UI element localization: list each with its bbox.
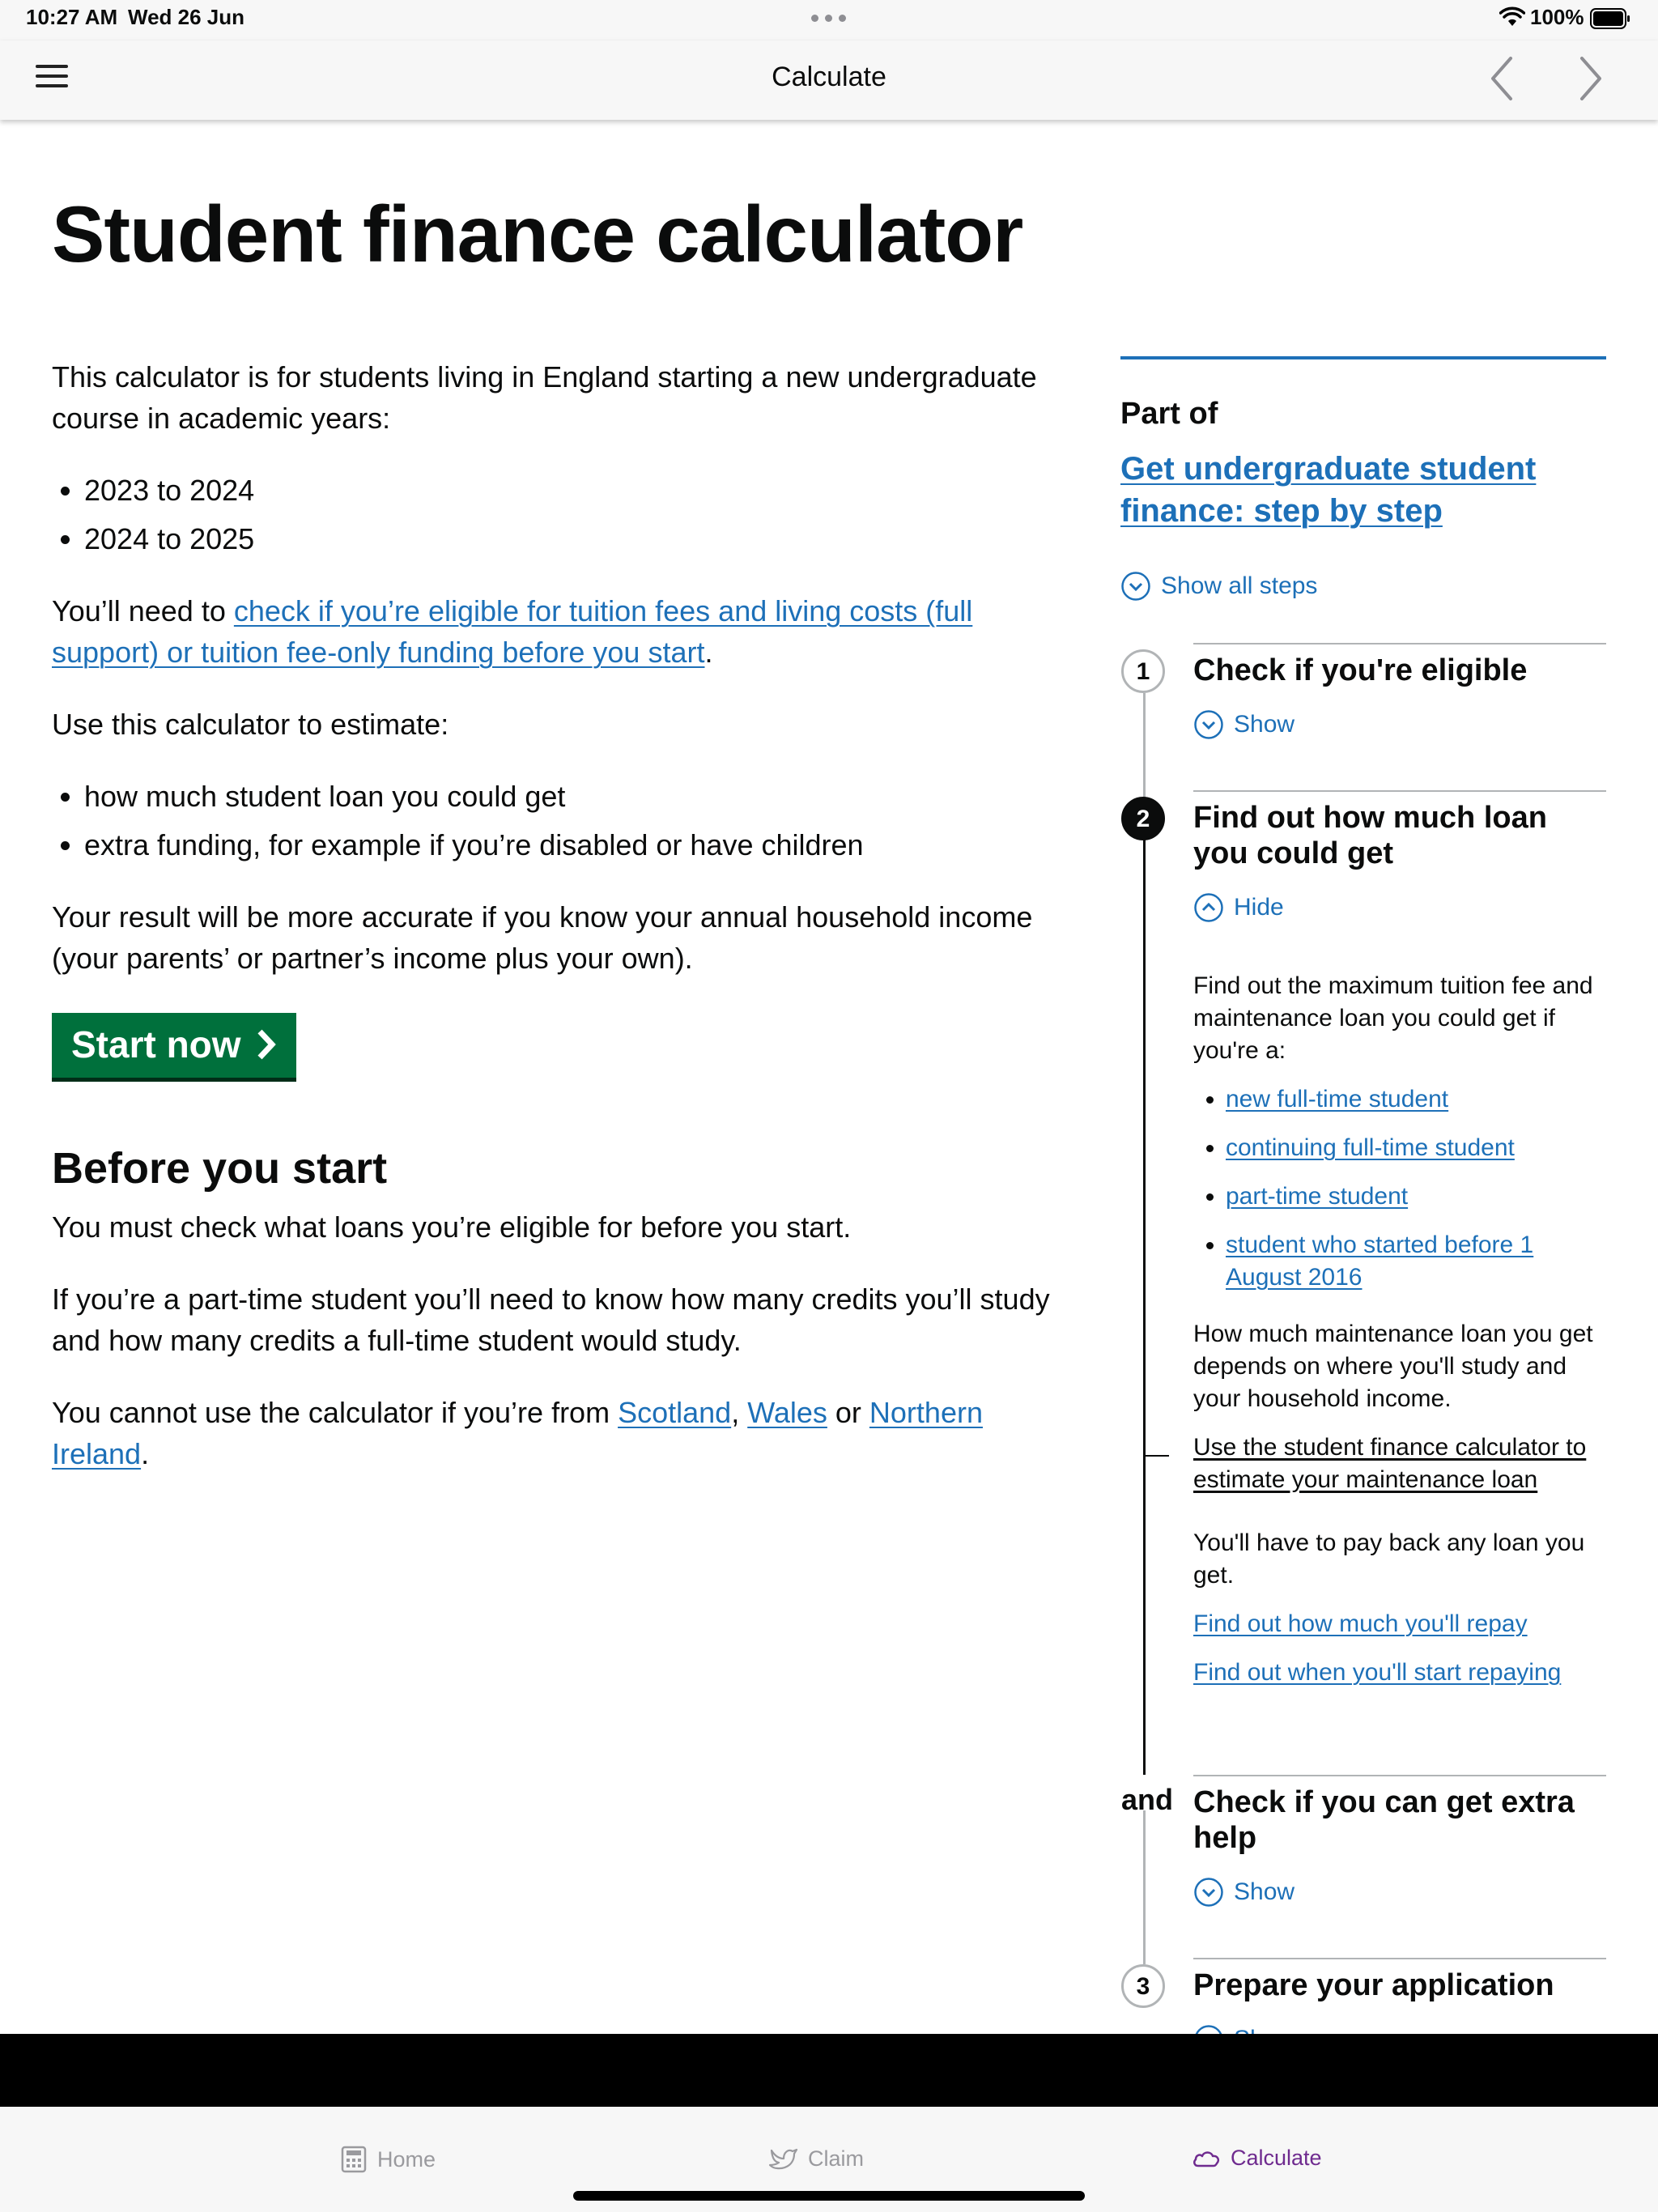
started-before-2016-link[interactable]: student who started before 1 August 2016 (1226, 1231, 1534, 1291)
multitasking-dots-icon[interactable] (811, 15, 846, 22)
start-now-label: Start now (71, 1023, 241, 1066)
step-divider (1193, 643, 1606, 644)
northern-ireland-link[interactable]: Northern Ireland (52, 1395, 983, 1470)
tab-bar (0, 2107, 1658, 2212)
step-1-show-button[interactable] (1193, 709, 1295, 740)
before-you-start-heading: Before you start (52, 1144, 388, 1193)
step-1-title[interactable]: Check if you're eligible (1193, 653, 1528, 687)
timeline-line-active (1143, 839, 1146, 1775)
separator: , (731, 1395, 748, 1429)
battery-percentage: 100% (1530, 5, 1584, 29)
nav-bar (0, 40, 1658, 120)
eligibility-link[interactable]: check if you’re eligible for tuition fees and living costs (full support) or tuition fee-only funding before you start (52, 594, 973, 669)
bird-icon (769, 2146, 798, 2172)
step-2-toggle-label: Hide (1234, 894, 1284, 921)
new-full-time-student-link[interactable]: new full-time student (1226, 1086, 1449, 1112)
list-item: • 2023 to 2024 (84, 470, 1072, 511)
tab-home[interactable] (340, 2146, 436, 2173)
part-time-student-link[interactable]: part-time student (1226, 1183, 1409, 1210)
tab-calculate-label: Calculate (1231, 2146, 1322, 2170)
list-item: • how much student loan you could get (84, 776, 1072, 817)
home-indicator[interactable] (573, 2191, 1085, 2201)
step-divider (1193, 1775, 1606, 1776)
before-text-2: If you’re a part-time student you’ll need to know how many credits you’ll study and how many credits a full-time student would study. (52, 1282, 1050, 1357)
step-and-title[interactable]: Check if you can get extra help (1193, 1785, 1575, 1855)
eligibility-prefix: You’ll need to (52, 594, 234, 627)
list-item: • extra funding, for example if you’re disabled or have children (84, 824, 1072, 866)
step-and-show-button[interactable] (1193, 1877, 1295, 1908)
step-divider (1193, 1958, 1606, 1959)
step-and-toggle-label: Show (1234, 1878, 1295, 1905)
list-item (1226, 1229, 1614, 1294)
main-content (52, 356, 1072, 1505)
cannot-prefix: You cannot use the calculator if you’re from (52, 1395, 619, 1429)
forward-arrow-icon[interactable] (1579, 55, 1605, 102)
back-arrow-icon[interactable] (1488, 55, 1514, 102)
wales-link[interactable]: Wales (747, 1395, 827, 1429)
step-2-content (1193, 970, 1614, 1705)
start-now-button[interactable] (52, 1013, 296, 1078)
chevron-down-circle-icon (1120, 571, 1151, 602)
nav-title: Calculate (772, 62, 886, 92)
chevron-right-icon (256, 1028, 277, 1061)
timeline-tick (1143, 1455, 1169, 1457)
repay-link-paragraph (1193, 1608, 1614, 1640)
part-of-label: Part of (1120, 397, 1218, 431)
maintenance-text: How much maintenance loan you get depends on where you'll study and your household income. (1193, 1321, 1593, 1412)
step-divider (1193, 790, 1606, 792)
step-2-title[interactable]: Find out how much loan you could get (1193, 801, 1547, 870)
step-2-intro: Find out the maximum tuition fee and maintenance loan you could get if you're a: (1193, 972, 1593, 1064)
academic-years-list (52, 470, 1072, 559)
estimate-list (52, 776, 1072, 866)
step-2-hide-button[interactable] (1193, 892, 1284, 923)
step-number-1: 1 (1121, 649, 1165, 693)
before-text-1: You must check what loans you’re eligible for before you start. (52, 1210, 852, 1244)
repay-link-paragraph (1193, 1657, 1614, 1689)
eligibility-paragraph (52, 590, 1072, 673)
tab-home-label: Home (377, 2146, 436, 2172)
list-item (1226, 1132, 1614, 1164)
sidebar-top-rule (1120, 356, 1606, 359)
bottom-black-band (0, 2034, 1658, 2107)
step-3-title[interactable]: Prepare your application (1193, 1968, 1554, 2002)
step-number-2: 2 (1121, 797, 1165, 840)
tab-claim-label: Claim (808, 2146, 865, 2171)
step-1-toggle-label: Show (1234, 711, 1295, 738)
scotland-link[interactable]: Scotland (618, 1395, 732, 1429)
step-and-marker: and (1121, 1783, 1174, 1816)
tab-claim[interactable] (769, 2146, 864, 2172)
show-all-steps-button[interactable] (1120, 571, 1606, 602)
cannot-suffix: . (141, 1436, 150, 1470)
status-time: 10:27 AM (26, 5, 118, 29)
student-finance-calculator-link[interactable]: Use the student finance calculator to estimate your maintenance loan (1193, 1434, 1587, 1493)
student-type-list (1193, 1083, 1614, 1294)
eligibility-suffix: . (704, 636, 713, 669)
list-item (1226, 1180, 1614, 1213)
battery-icon (1590, 8, 1630, 29)
cloud-icon (1192, 2149, 1221, 2168)
chevron-up-circle-icon (1193, 892, 1224, 923)
when-start-repaying-link[interactable]: Find out when you'll start repaying (1193, 1659, 1562, 1686)
step-by-step-sidebar (1120, 356, 1606, 602)
step-number-3: 3 (1121, 1964, 1165, 2008)
repay-text: You'll have to pay back any loan you get. (1193, 1529, 1585, 1589)
use-intro-text: Use this calculator to estimate: (52, 708, 449, 741)
show-all-steps-label: Show all steps (1161, 572, 1318, 599)
cannot-use-paragraph (52, 1392, 1072, 1474)
status-date: Wed 26 Jun (128, 5, 245, 29)
intro-text: This calculator is for students living in England starting a new undergraduate course in academic years: (52, 360, 1037, 435)
step-by-step-link[interactable]: Get undergraduate student finance: step by step (1120, 451, 1537, 529)
accuracy-text: Your result will be more accurate if you know your annual household income (your parents’ or partner’s income plus your own). (52, 900, 1033, 975)
continuing-full-time-student-link[interactable]: continuing full-time student (1226, 1134, 1515, 1161)
list-item (1226, 1083, 1614, 1116)
chevron-down-circle-icon (1193, 1877, 1224, 1908)
calculator-link-paragraph (1193, 1431, 1614, 1496)
separator: or (827, 1395, 869, 1429)
tab-calculate[interactable] (1192, 2146, 1322, 2171)
timeline-line (1143, 693, 1146, 800)
chevron-down-circle-icon (1193, 709, 1224, 740)
status-bar (0, 0, 1658, 40)
wifi-icon (1499, 6, 1525, 28)
calculator-icon (340, 2146, 368, 2173)
how-much-repay-link[interactable]: Find out how much you'll repay (1193, 1610, 1528, 1637)
page-title: Student finance calculator (52, 189, 1023, 279)
timeline-line (1143, 1810, 1146, 1964)
list-item: • 2024 to 2025 (84, 518, 1072, 559)
